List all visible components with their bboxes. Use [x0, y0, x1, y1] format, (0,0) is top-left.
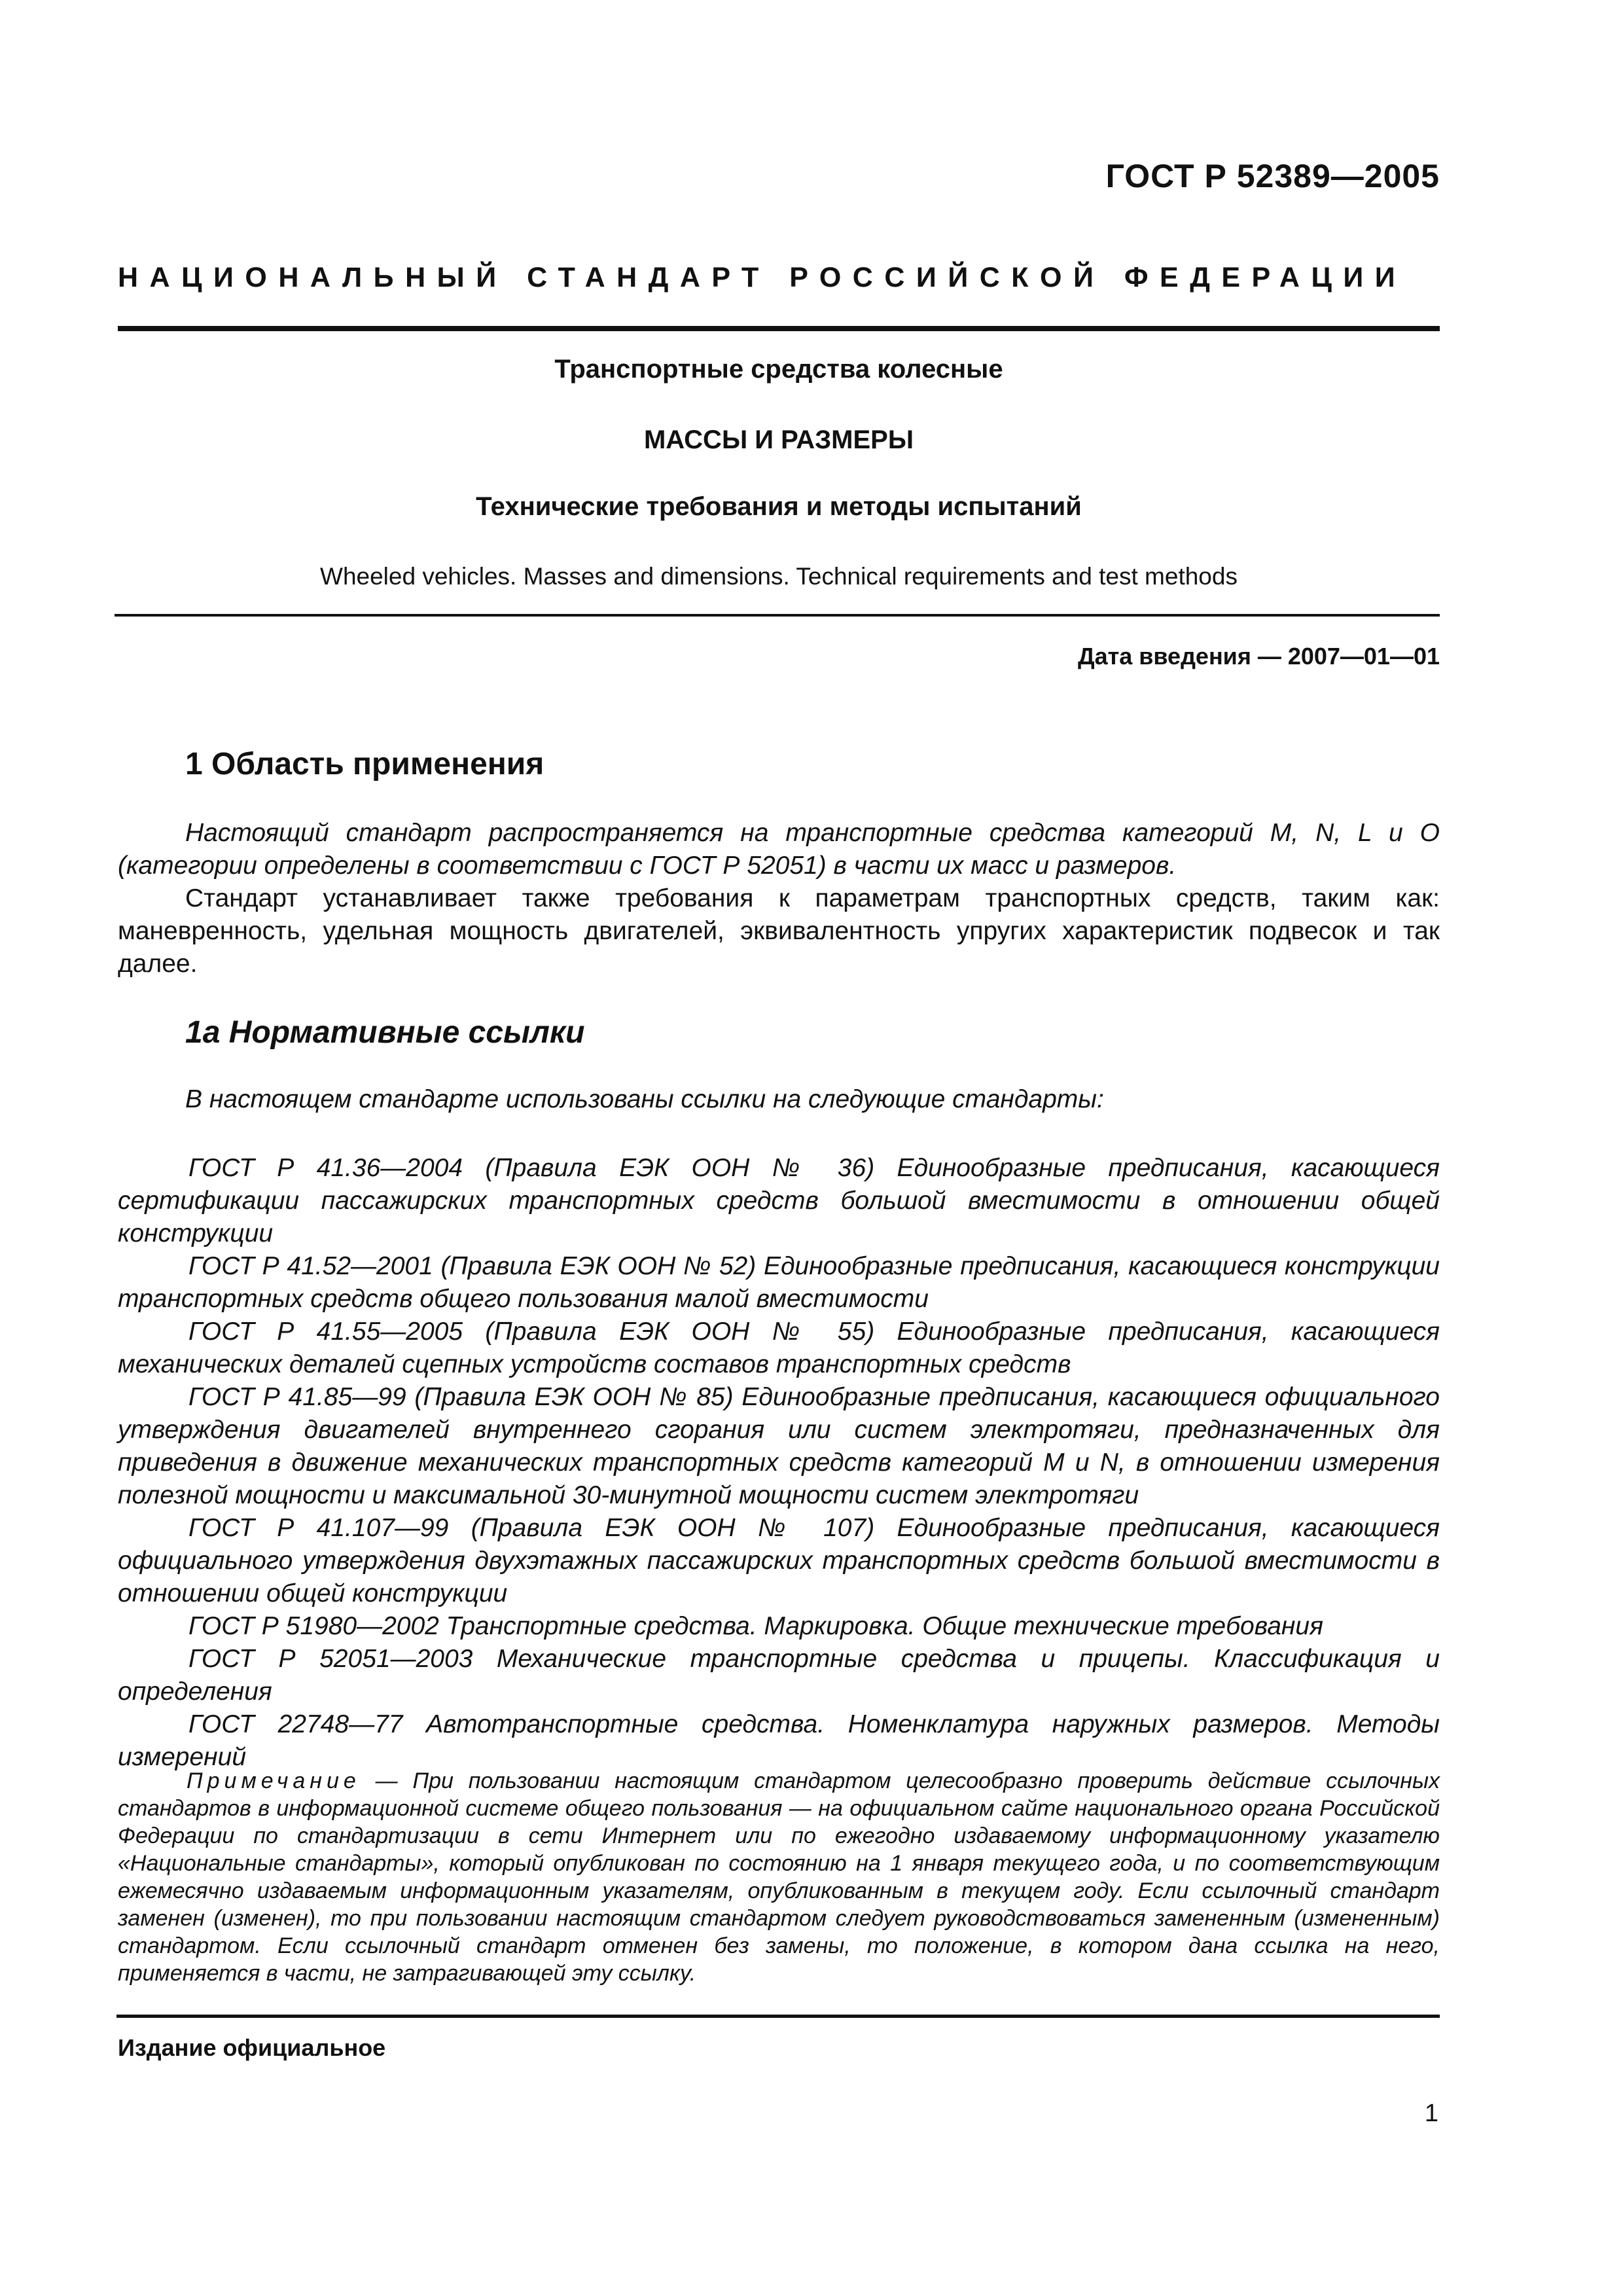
- reference-item: ГОСТ Р 51980—2002 Транспортные средства. Маркировка. Общие технические требования: [188, 1612, 1323, 1640]
- reference-item: ГОСТ 22748—77 Автотранспортные средства. Номенклатура наружных размеров. Методы измерений: [118, 1710, 1440, 1771]
- title-divider: [115, 614, 1440, 617]
- section-1-body: [118, 817, 1440, 980]
- reference-item: ГОСТ Р 41.55—2005 (Правила ЕЭК ООН № 55) Единообразные предписания, касающиеся механических деталей сцепных устройств составов транспортных средств: [118, 1318, 1440, 1378]
- title-line-2: МАССЫ И РАЗМЕРЫ: [643, 425, 914, 454]
- references-intro-text: В настоящем стандарте использованы ссылки на следующие стандарты:: [185, 1085, 1104, 1113]
- title-line-3: Технические требования и методы испытаний: [476, 492, 1082, 521]
- reference-item: ГОСТ Р 41.107—99 (Правила ЕЭК ООН № 107) Единообразные предписания, касающиеся официального утверждения двухэтажных пассажирских транспортных средств большой вместимости в отношении общей конструкции: [118, 1514, 1440, 1607]
- introduction-date: Дата введения — 2007—01—01: [1077, 643, 1440, 670]
- page-number: 1: [1424, 2100, 1438, 2127]
- national-standard-banner: НАЦИОНАЛЬНЫЙ СТАНДАРТ РОССИЙСКОЙ ФЕДЕРАЦИИ: [118, 262, 1407, 293]
- section-1a-heading: 1а Нормативные ссылки: [185, 1015, 585, 1050]
- section-1-paragraph-1: Настоящий стандарт распространяется на транспортные средства категорий М, N, L и О (категории определены в соответствии с ГОСТ Р 52051) в части их масс и размеров.: [118, 819, 1440, 880]
- reference-item: ГОСТ Р 41.36—2004 (Правила ЕЭК ООН № 36) Единообразные предписания, касающиеся сертификации пассажирских транспортных средств большой вместимости в отношении общей конструкции: [118, 1154, 1440, 1247]
- title-line-1: Транспортные средства колесные: [554, 355, 1003, 384]
- footer-divider: [116, 2015, 1440, 2018]
- document-code: ГОСТ Р 52389—2005: [1105, 158, 1440, 194]
- section-1-paragraph-2: Стандарт устанавливает также требования к параметрам транспортных средств, таким как: маневренность, удельная мощность двигателей, эквивалентность упругих характеристик подвесок и так далее.: [118, 884, 1440, 978]
- english-title: Wheeled vehicles. Masses and dimensions. Technical requirements and test methods: [320, 563, 1238, 590]
- header-divider: [118, 326, 1440, 331]
- references-intro: [118, 1083, 1440, 1116]
- section-1-heading: 1 Область применения: [185, 747, 544, 781]
- reference-item: ГОСТ Р 52051—2003 Механические транспортные средства и прицепы. Классификация и определения: [118, 1645, 1440, 1706]
- reference-item: ГОСТ Р 41.52—2001 (Правила ЕЭК ООН № 52) Единообразные предписания, касающиеся конструкции транспортных средств общего пользования малой вместимости: [118, 1252, 1440, 1313]
- note-block: [118, 1767, 1440, 1987]
- references-list: [118, 1152, 1440, 1774]
- reference-item: ГОСТ Р 41.85—99 (Правила ЕЭК ООН № 85) Единообразные предписания, касающиеся официального утверждения двигателей внутреннего сгорания или систем электротяги, предназначенных для приведения в движение механических транспортных средств категорий М и N, в отношении измерения полезной мощности и максимальной 30-минутной мощности систем электротяги: [118, 1383, 1440, 1509]
- note-label: Примечание: [187, 1768, 361, 1793]
- note-paragraph: [118, 1767, 1440, 1987]
- official-edition-label: Издание официальное: [118, 2034, 386, 2061]
- note-text: — При пользовании настоящим стандартом целесообразно проверить действие ссылочных стандартов в информационной системе общего пользования — на официальном сайте национального органа Российской Федерации по стандартизации в сети Интернет или по ежегодно издаваемому информационному указателю «Национальные стандарты», который опубликован по состоянию на 1 января текущего года, и по соответствующим ежемесячно издаваемым информационным указателям, опубликованным в текущем году. Если ссылочный стандарт заменен (изменен), то при пользовании настоящим стандартом следует руководствоваться замененным (измененным) стандартом. Если ссылочный стандарт отменен без замены, то положение, в котором дана ссылка на него, применяется в части, не затрагивающей эту ссылку.: [118, 1768, 1440, 1986]
